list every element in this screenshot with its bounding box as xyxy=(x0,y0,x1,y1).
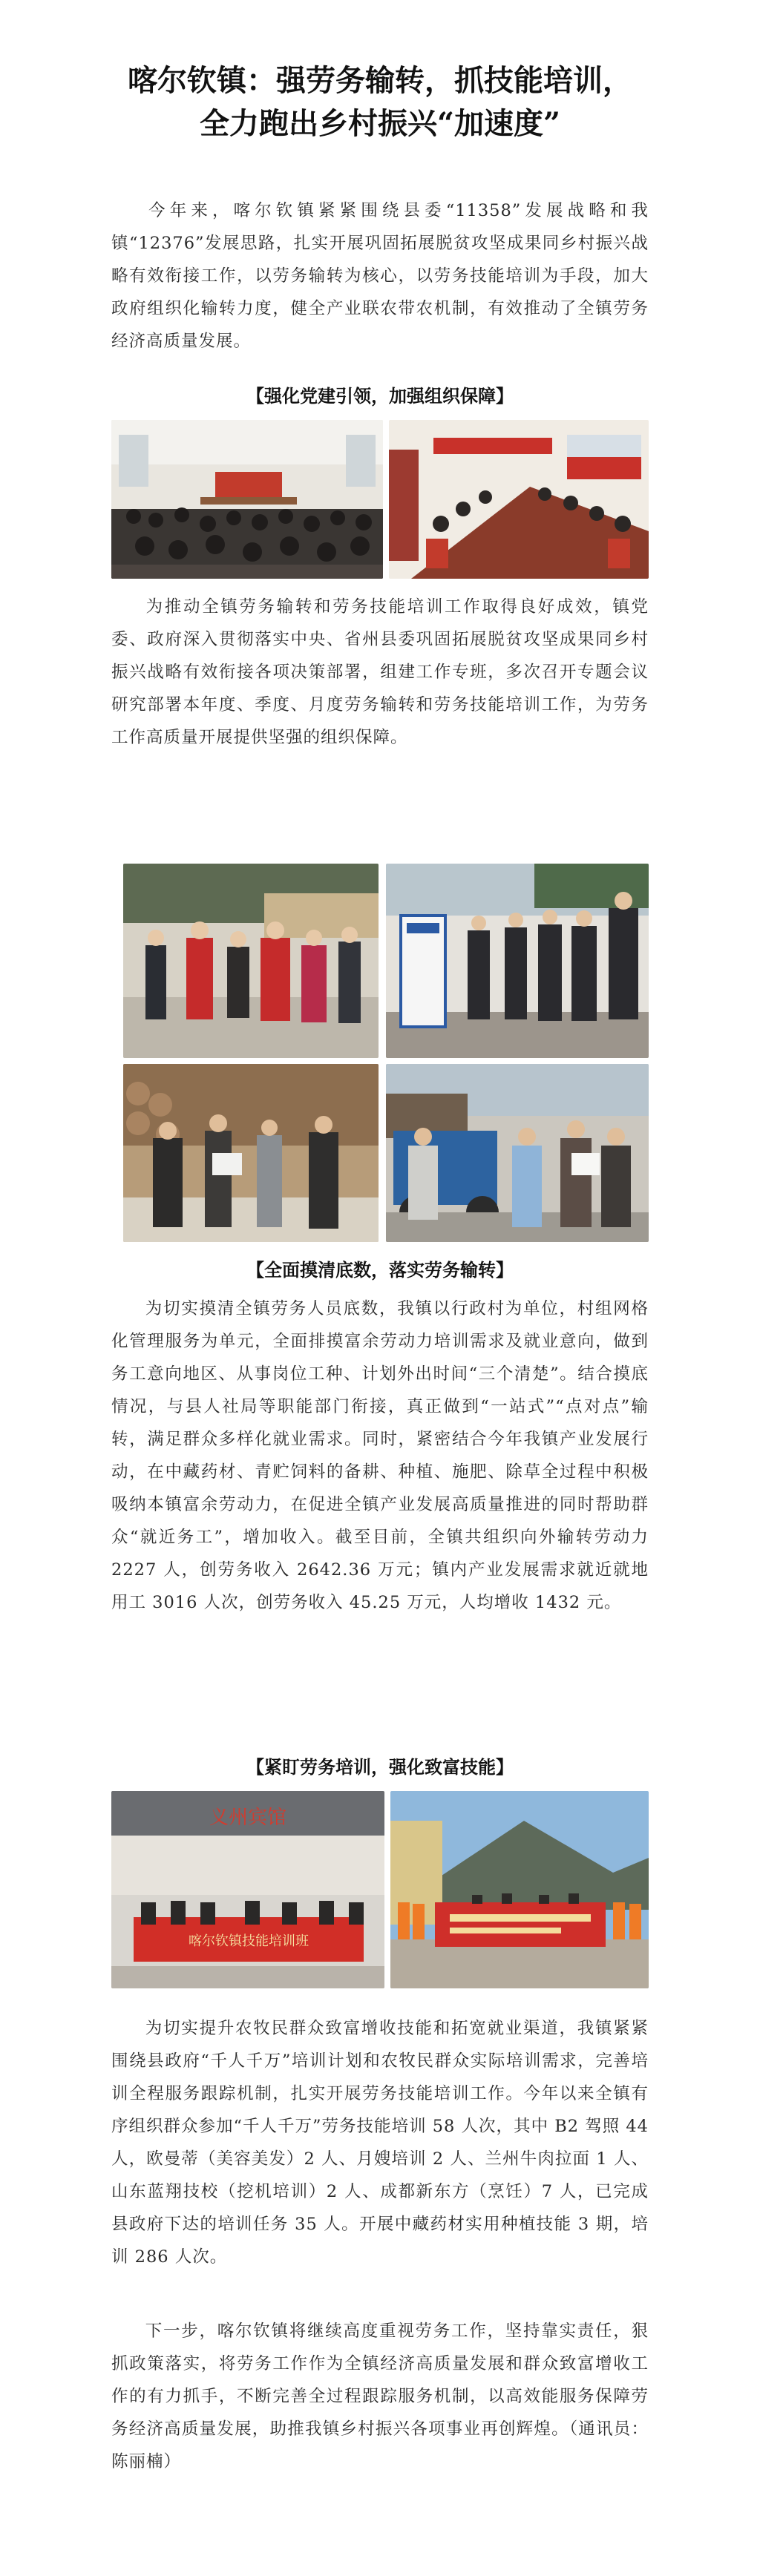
hotel-sign-text: 义州宾馆 xyxy=(209,1807,287,1829)
title-line-2: 全力跑出乡村振兴“加速度” xyxy=(199,106,560,141)
section2-text: 为切实摸清全镇劳务人员底数，我镇以行政村为单位，村组网格化管理服务为单元，全面排摸富余劳动力培训需求及就业意向，做到务工意向地区、从事岗位工种、计划外出时间“三个清楚”。结合摸底情况，与县人社局等职能部门衔接，真正做到“一站式”“点对点”输转，满足群众多样化就业需求。同时，紧密结合今年我镇产业发展行动，在中藏药材、青贮饲料的备耕、种植、施肥、除草全过程中积极吸纳本镇富余劳动力，在促进全镇产业发展高质量推进的同时帮助群众“就近务工”，增加收入。截至目前，全镇共组织向外输转劳动力 2227 人，创劳务收入 2642.36 万元；镇内产业发展需求就近就地用工 3016 人次，创劳务收入 45.25 万元，人均增收 1432 元。 xyxy=(111,1299,649,1612)
closing-text: 下一步，喀尔钦镇将继续高度重视劳务工作，坚持靠实责任，狠抓政策落实，将劳务工作作为全镇经济高质量发展和群众致富增收工作的有力抓手，不断完善全过程跟踪服务机制，以高效能服务保障劳务经济高质量发展，助推我镇乡村振兴各项事业再创辉煌。（通讯员：陈丽楠） xyxy=(111,2322,649,2471)
village-visit-photo xyxy=(386,1064,649,1242)
article-title xyxy=(74,59,686,145)
section1-paragraph xyxy=(111,591,649,821)
intro-paragraph xyxy=(111,194,649,358)
section3-heading: 【紧盯劳务培训，强化致富技能】 xyxy=(246,1757,514,1778)
section3-text: 为切实提升农牧民群众致富增收技能和拓宽就业渠道，我镇紧紧围绕县政府“千人千万”培训计划和农牧民群众实际培训需求，完善培训全程服务跟踪机制，扎实开展劳务技能培训工作。今年以来全镇有序组织群众参加“千人千万”劳务技能培训 58 人次，其中 B2 驾照 44 人，欧曼蒂（美容美发）2 人、月嫂培训 2 人、兰州牛肉拉面 1 人、山东蓝翔技校（挖机培训）2 人、成都新东方（烹饪）7 人，已完成县政府下达的培训任务 35 人。开展中藏药材实用种植技能 3 期，培训 286 人次。 xyxy=(111,2019,649,2267)
outdoor-survey-photo xyxy=(123,864,379,1058)
section2-heading: 【全面摸清底数，落实劳务输转】 xyxy=(246,1260,514,1281)
meeting-hall-photo xyxy=(111,420,383,579)
section1-heading: 【强化党建引领，加强组织保障】 xyxy=(246,386,514,407)
training-banner-text: 喀尔钦镇技能培训班 xyxy=(189,1933,309,1949)
section2-paragraph xyxy=(111,1292,649,1749)
section1-text: 为推动全镇劳务输转和劳务技能培训工作取得良好成效，镇党委、政府深入贯彻落实中央、省州县委巩固拓展脱贫攻坚成果同乡村振兴战略有效衔接各项决策部署，组建工作专班，多次召开专题会议研究部署本年度、季度、月度劳务输转和劳务技能培训工作，为劳务工作高质量开展提供坚强的组织保障。 xyxy=(111,597,649,747)
training-banner-photo-1 xyxy=(111,1791,384,1988)
yard-visit-photo xyxy=(123,1064,379,1242)
meeting-table-photo xyxy=(389,420,649,579)
title-line-1: 喀尔钦镇：强劳务输转，抓技能培训， xyxy=(128,63,632,98)
closing-paragraph xyxy=(111,2315,649,2537)
street-publicity-photo xyxy=(386,864,649,1058)
training-banner-photo-2 xyxy=(390,1791,649,1988)
intro-text: 今年来，喀尔钦镇紧紧围绕县委“11358”发展战略和我镇“12376”发展思路，扎实开展巩固拓展脱贫攻坚成果同乡村振兴战略有效衔接工作，以劳务输转为核心，以劳务技能培训为手段，加大政府组织化输转力度，健全产业联农带农机制，有效推动了全镇劳务经济高质量发展。 xyxy=(111,201,649,351)
section3-paragraph xyxy=(111,2012,649,2309)
